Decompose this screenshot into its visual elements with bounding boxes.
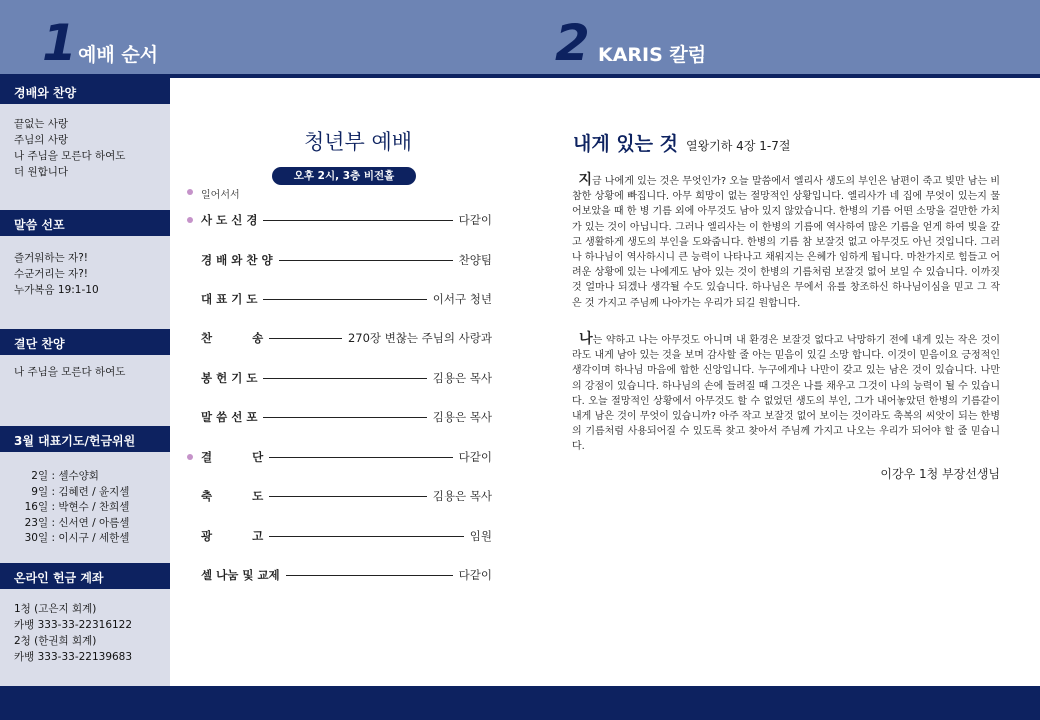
leader-line [263, 417, 426, 418]
drop-cap: 나 [579, 331, 593, 347]
leader-line [263, 220, 452, 221]
sermon-info [14, 250, 99, 298]
schedule-date: 2일 : [31, 470, 55, 482]
response-song [14, 364, 125, 380]
order-item [201, 290, 492, 308]
paragraph-text: 금 나에게 있는 것은 무엇인가? 오늘 말씀에서 엘리사 생도의 부인은 남편이 죽고 빚만 남는 비참한 상황에 빠집니다. 아무 희망이 없는 절망적인 상황입니다. 엘리사가 네 집에 무엇이 있는지 물어보았을 때 한 병 기름 외에 아무것도 남아 있지 않았습니다. 한병의 기름 어떤 소망을 걸만한 가치가 있는 것이 아닙니다. 그러나 엘리사는 이 한병의 기름에 역사하여 많은 기름을 얻게 하여 빚을 갚고 생활하게 생도의 부인을 도와줍니다. 한병의 기름 참 보잘것 없고 아무것도 아닌 것입니다. 그러나 하나님이 역사하시니 큰 능력이 나타나고 채워지는 은혜가 임하게 됩니다. 마찬가지로 힘들고 어려운 상황에 있는 나에게도 남아 있는 것이 한병의 기름처럼 보잘것 없어 보일 수 있습니다. 이까짓것 얼마나 되겠나 생각될 수도 있습니다. 하나님은 무에서 유를 창조하신 하나님이심을 믿고 그 작은 것 가지고 주님께 나아가는 우리가 되길 원합니다. [572, 176, 1000, 309]
column-heading [573, 129, 790, 156]
order-leader: 김용은 목사 [432, 371, 492, 385]
order-item [201, 408, 492, 426]
schedule-names: 김혜련 / 윤지셀 [58, 485, 130, 498]
column-paragraph [572, 173, 1000, 311]
bullet-icon [187, 217, 193, 223]
schedule-row [14, 531, 129, 547]
leader-line [286, 575, 453, 576]
order-name: 대 표 기 도 [201, 292, 258, 306]
offering-accounts [14, 601, 132, 665]
order-name: 사 도 신 경 [201, 213, 258, 227]
order-leader: 270장 변찮는 주님의 사랑과 [347, 331, 492, 345]
order-leader: 다같이 [458, 213, 492, 227]
prayer-schedule [14, 469, 129, 547]
order-name: 셀 나눔 및 교제 [201, 568, 280, 582]
paragraph-text: 는 약하고 나는 아무것도 아니며 내 환경은 보잘것 없다고 낙망하기 전에 내게 있는 작은 것이라도 내게 남아 있는 것을 보며 감사할 줄 아는 믿음이 있길 소망 합니다. 이것이 믿음이요 긍정적인 생각이며 하나님 마음에 합한 신앙입니다. 누구에게나 나만이 갖고 있는 남은 것이 있습니다. 나만의 강점이 있습니다. 하나님의 손에 들려질 때 그것은 나를 채우고 그것이 나의 능력이 될 수 있습니다. 오늘 절망적인 상황에서 아무것도 할 수 없었던 생도의 부인, 그가 내어놓았던 한병의 기름같이 내게 남은 것이 무엇이 있습니까? 아주 작고 보잘것 없어 보이는 것이라도 축복의 씨앗이 되는 한병의 기름처럼 사용되어질 수 있도록 찾고 찾아서 주님께 가지고 나오는 우리가 되어야 할 줄 믿습니다. [572, 335, 1001, 453]
order-name: 말 씀 선 포 [201, 410, 258, 424]
leader-line [263, 378, 426, 379]
order-leader: 찬양팀 [458, 253, 492, 267]
schedule-date: 30일 : [24, 532, 55, 544]
order-item [201, 211, 492, 229]
schedule-names: 신서연 / 아름셀 [58, 516, 130, 529]
leader-line [269, 338, 342, 339]
order-leader: 이서구 청년 [432, 292, 492, 306]
order-name: 경 배 와 찬 양 [201, 253, 273, 267]
section-number-1: 1 [42, 14, 77, 72]
order-item [201, 448, 492, 466]
song-item: 나 주님을 모른다 하여도 [14, 150, 126, 162]
footer-band [0, 686, 1040, 720]
schedule-names: 셀수양회 [58, 470, 99, 482]
order-item [201, 369, 492, 387]
bullet-icon [187, 189, 193, 195]
account-line: 2청 (한권희 회계) [14, 635, 97, 647]
order-name: 광 고 [201, 529, 264, 543]
order-name: 찬 송 [201, 331, 264, 345]
worship-time-badge: 오후 2시, 3층 비전홀 [272, 167, 416, 185]
sidebar-heading-praise: 경배와 찬양 [0, 78, 170, 104]
schedule-names: 이시구 / 세한셀 [58, 532, 130, 544]
column-author: 이강우 1청 부장선생님 [880, 467, 1000, 481]
column-paragraph [572, 332, 1000, 455]
sidebar-heading-prayer-schedule: 3월 대표기도/헌금위원 [0, 426, 170, 452]
leader-line [263, 299, 426, 300]
sidebar-heading-sermon: 말씀 선포 [0, 210, 170, 236]
order-leader: 다같이 [458, 450, 492, 464]
order-item [201, 251, 492, 269]
schedule-date: 9일 : [31, 485, 55, 498]
schedule-row [14, 500, 129, 516]
praise-song-list [14, 116, 125, 180]
sermon-line: 누가복음 19:1-10 [14, 284, 99, 296]
order-name: 결 단 [201, 450, 264, 464]
schedule-date: 23일 : [24, 516, 55, 529]
section-title-order: 예배 순서 [78, 44, 159, 66]
scripture-reference: 열왕기하 4장 1-7절 [686, 139, 791, 153]
leader-line [279, 260, 453, 261]
song-item: 더 원합니다 [14, 166, 69, 178]
leader-line [269, 457, 452, 458]
leader-line [269, 496, 427, 497]
schedule-row [14, 469, 129, 485]
bullet-icon [187, 454, 193, 460]
order-item [201, 329, 492, 347]
sidebar-heading-response: 결단 찬양 [0, 329, 170, 355]
order-name: 축 도 [201, 489, 264, 503]
drop-cap: 지 [578, 172, 592, 188]
schedule-row [14, 485, 129, 501]
stand-note: 일어서서 [201, 190, 240, 201]
worship-title: 청년부 예배 [303, 130, 413, 154]
section-number-2: 2 [555, 14, 590, 72]
schedule-date: 16일 : [24, 501, 55, 513]
account-line: 카뱅 333-33-22316122 [14, 619, 133, 631]
sermon-line: 즐거워하는 자?! [14, 252, 88, 264]
order-leader: 김용은 목사 [432, 410, 492, 424]
song-item: 나 주님을 모른다 하여도 [14, 366, 126, 378]
account-line: 1청 (고은지 회계) [14, 603, 97, 615]
column-title: 내게 있는 것 [573, 133, 678, 155]
order-name: 봉 헌 기 도 [201, 371, 258, 385]
song-item: 끝없는 사랑 [14, 118, 69, 130]
order-leader: 임원 [469, 529, 492, 543]
order-item [201, 527, 492, 545]
sermon-line: 수군거리는 자?! [14, 268, 88, 280]
order-item [201, 566, 492, 584]
order-leader: 다같이 [458, 568, 492, 582]
order-leader: 김용은 목사 [432, 489, 492, 503]
leader-line [269, 536, 464, 537]
song-item: 주님의 사랑 [14, 134, 69, 146]
schedule-names: 박현수 / 찬희셀 [58, 501, 130, 513]
order-item [201, 487, 492, 505]
sidebar-heading-online-offering: 온라인 헌금 계좌 [0, 563, 170, 589]
schedule-row [14, 516, 129, 532]
account-line: 카뱅 333-33-22139683 [14, 651, 133, 663]
section-title-column: KARIS 칼럼 [598, 44, 707, 66]
